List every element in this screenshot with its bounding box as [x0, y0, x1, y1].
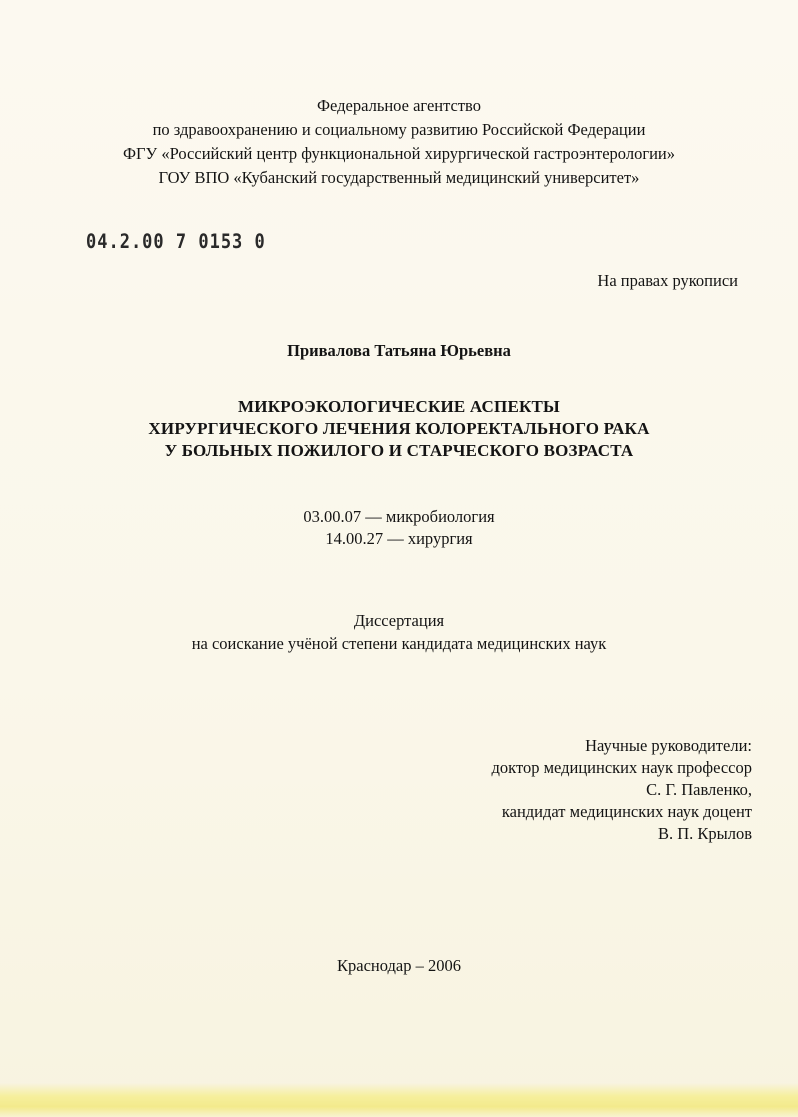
manuscript-note: На правах рукописи	[597, 271, 738, 290]
header-agency: Федеральное агентство	[317, 96, 481, 115]
city-year: Краснодар – 2006	[337, 956, 461, 975]
title-line-3: У БОЛЬНЫХ ПОЖИЛОГО И СТАРЧЕСКОГО ВОЗРАСТА	[164, 441, 634, 460]
degree-description: на соискание учёной степени кандидата медицинских наук	[191, 634, 607, 653]
supervisor-1-name: С. Г. Павленко,	[646, 780, 752, 799]
scan-highlight-band	[0, 1083, 798, 1117]
header-center: ФГУ «Российский центр функциональной хирургической гастроэнтерологии»	[122, 144, 675, 163]
supervisor-2-name: В. П. Крылов	[657, 824, 752, 843]
library-stamp: 04.2.00 7 0153 0	[86, 230, 266, 254]
header-ministry: по здравоохранению и социальному развитию Российской Федерации	[152, 120, 646, 139]
author-name: Привалова Татьяна Юрьевна	[287, 341, 511, 360]
specialty-microbiology: 03.00.07 — микробиология	[303, 507, 495, 526]
supervisor-2-title: кандидат медицинских наук доцент	[501, 802, 752, 821]
supervisors-heading: Научные руководители:	[585, 736, 752, 755]
specialty-surgery: 14.00.27 — хирургия	[325, 529, 473, 548]
supervisor-1-title: доктор медицинских наук профессор	[491, 758, 752, 777]
supervisors-block	[412, 735, 752, 845]
title-line-1: МИКРОЭКОЛОГИЧЕСКИЕ АСПЕКТЫ	[238, 397, 560, 416]
title-line-2: ХИРУРГИЧЕСКОГО ЛЕЧЕНИЯ КОЛОРЕКТАЛЬНОГО РАКА	[148, 419, 650, 438]
degree-heading: Диссертация	[353, 611, 445, 630]
header-university: ГОУ ВПО «Кубанский государственный медицинский университет»	[158, 168, 640, 187]
